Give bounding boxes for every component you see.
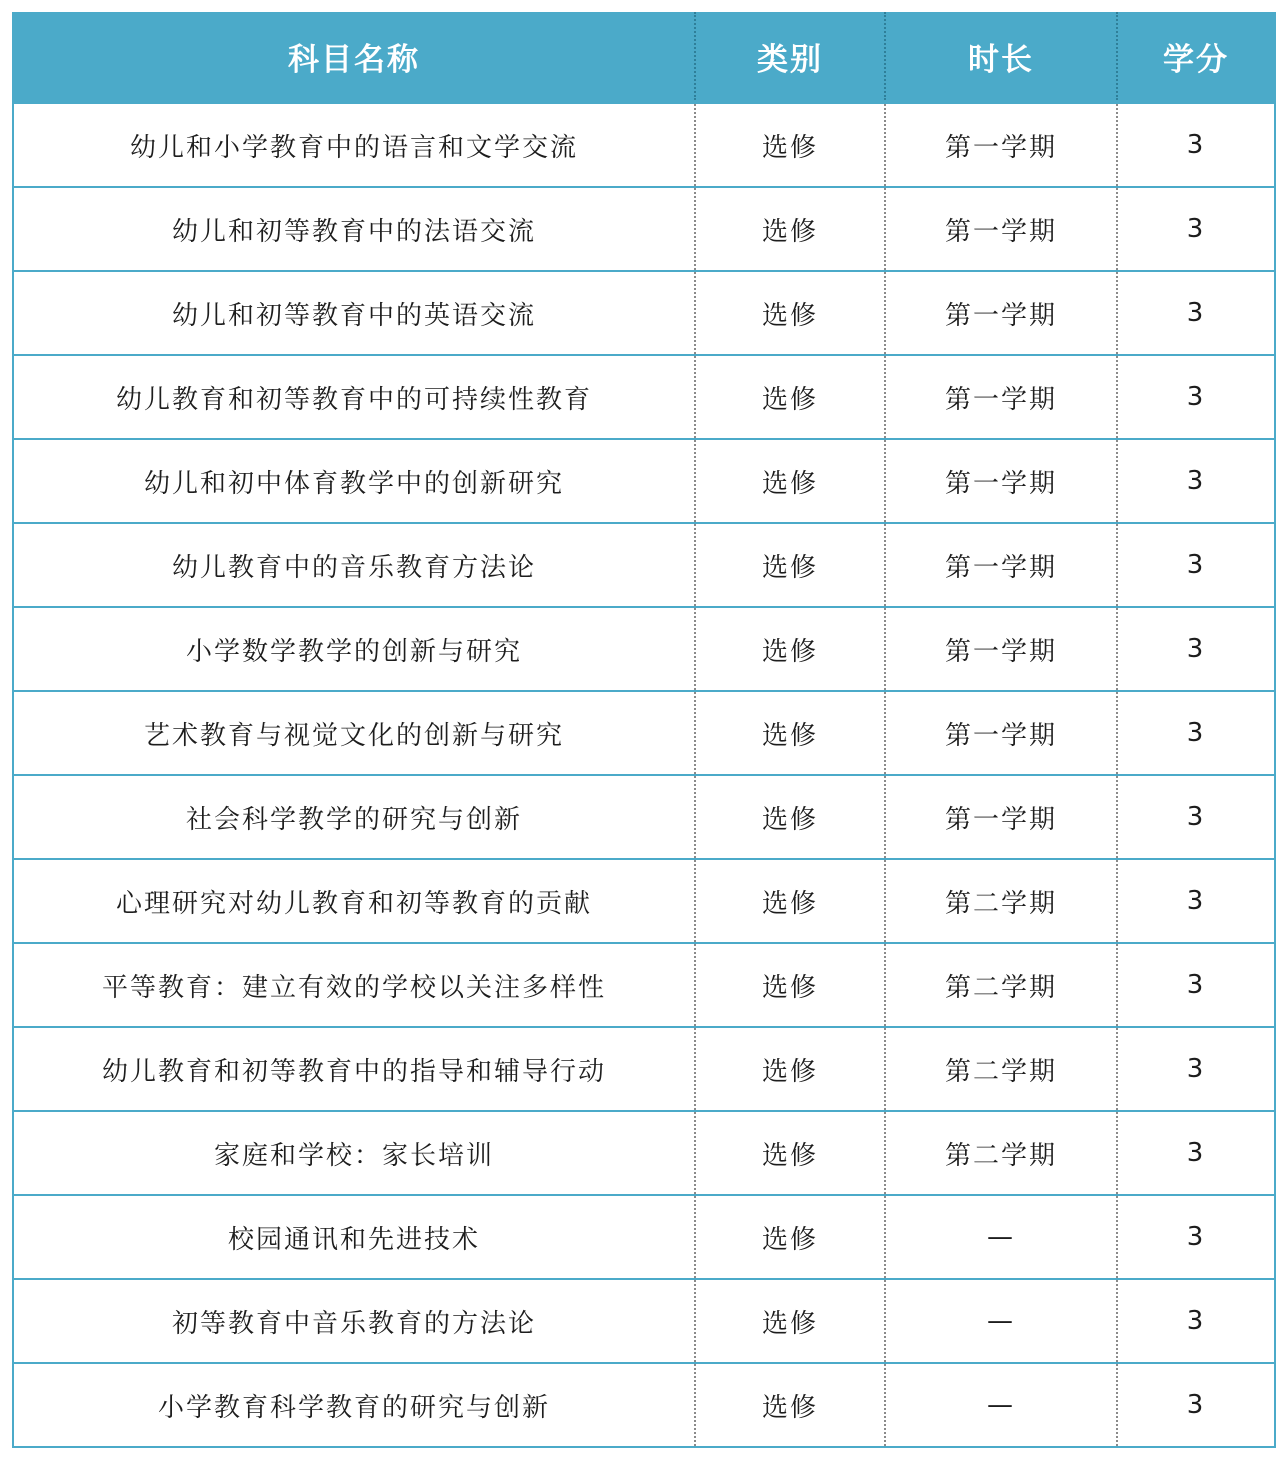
duration-cell: 第一学期 [885,355,1117,439]
course-type-cell: 选修 [695,1195,885,1279]
table-row [13,1363,1275,1447]
duration-cell: 第二学期 [885,1111,1117,1195]
duration-cell: — [885,1195,1117,1279]
credits-cell: 3 [1117,1279,1275,1363]
credits-cell: 3 [1117,1027,1275,1111]
course-type-cell: 选修 [695,187,885,271]
table-row [13,691,1275,775]
credits-cell: 3 [1117,102,1275,187]
course-type-cell: 选修 [695,1111,885,1195]
course-name-cell: 幼儿和初等教育中的英语交流 [13,271,695,355]
course-name-cell: 心理研究对幼儿教育和初等教育的贡献 [13,859,695,943]
course-type-cell: 选修 [695,859,885,943]
header-duration: 时长 [885,12,1117,102]
table-row [13,271,1275,355]
credits-cell: 3 [1117,775,1275,859]
course-table [12,12,1276,1448]
credits-cell: 3 [1117,607,1275,691]
course-type-cell: 选修 [695,775,885,859]
duration-cell: 第一学期 [885,607,1117,691]
table-row [13,943,1275,1027]
table-row [13,187,1275,271]
course-name-cell: 家庭和学校：家长培训 [13,1111,695,1195]
header-credits: 学分 [1117,12,1275,102]
duration-cell: 第一学期 [885,187,1117,271]
course-type-cell: 选修 [695,607,885,691]
duration-cell: — [885,1279,1117,1363]
duration-cell: 第二学期 [885,1027,1117,1111]
table-row [13,607,1275,691]
course-name-cell: 艺术教育与视觉文化的创新与研究 [13,691,695,775]
course-name-cell: 小学数学教学的创新与研究 [13,607,695,691]
header-course-type: 类别 [695,12,885,102]
table-row [13,355,1275,439]
course-name-cell: 社会科学教学的研究与创新 [13,775,695,859]
duration-cell: 第一学期 [885,523,1117,607]
duration-cell: 第一学期 [885,271,1117,355]
credits-cell: 3 [1117,355,1275,439]
duration-cell: 第一学期 [885,775,1117,859]
course-type-cell: 选修 [695,691,885,775]
duration-cell: 第二学期 [885,859,1117,943]
course-type-cell: 选修 [695,523,885,607]
course-type-cell: 选修 [695,1363,885,1447]
course-name-cell: 幼儿和初中体育教学中的创新研究 [13,439,695,523]
course-name-cell: 幼儿教育和初等教育中的可持续性教育 [13,355,695,439]
header-row [13,12,1275,102]
duration-cell: 第二学期 [885,943,1117,1027]
table-row [13,775,1275,859]
course-name-cell: 幼儿教育中的音乐教育方法论 [13,523,695,607]
table-row [13,1195,1275,1279]
credits-cell: 3 [1117,187,1275,271]
course-name-cell: 幼儿教育和初等教育中的指导和辅导行动 [13,1027,695,1111]
course-name-cell: 校园通讯和先进技术 [13,1195,695,1279]
course-type-cell: 选修 [695,271,885,355]
course-type-cell: 选修 [695,1279,885,1363]
credits-cell: 3 [1117,691,1275,775]
course-name-cell: 幼儿和初等教育中的法语交流 [13,187,695,271]
credits-cell: 3 [1117,271,1275,355]
credits-cell: 3 [1117,523,1275,607]
table-row [13,102,1275,187]
table-row [13,439,1275,523]
credits-cell: 3 [1117,439,1275,523]
table-row [13,1027,1275,1111]
credits-cell: 3 [1117,1111,1275,1195]
course-type-cell: 选修 [695,943,885,1027]
course-type-cell: 选修 [695,439,885,523]
course-name-cell: 幼儿和小学教育中的语言和文学交流 [13,102,695,187]
table-row [13,523,1275,607]
duration-cell: 第一学期 [885,691,1117,775]
credits-cell: 3 [1117,1363,1275,1447]
credits-cell: 3 [1117,1195,1275,1279]
header-course-name: 科目名称 [13,12,695,102]
credits-cell: 3 [1117,943,1275,1027]
credits-cell: 3 [1117,859,1275,943]
course-type-cell: 选修 [695,1027,885,1111]
course-name-cell: 小学教育科学教育的研究与创新 [13,1363,695,1447]
duration-cell: 第一学期 [885,102,1117,187]
course-table-body [13,102,1275,1447]
duration-cell: — [885,1363,1117,1447]
course-type-cell: 选修 [695,102,885,187]
course-name-cell: 平等教育：建立有效的学校以关注多样性 [13,943,695,1027]
table-row [13,859,1275,943]
course-type-cell: 选修 [695,355,885,439]
course-name-cell: 初等教育中音乐教育的方法论 [13,1279,695,1363]
table-row [13,1279,1275,1363]
table-row [13,1111,1275,1195]
duration-cell: 第一学期 [885,439,1117,523]
